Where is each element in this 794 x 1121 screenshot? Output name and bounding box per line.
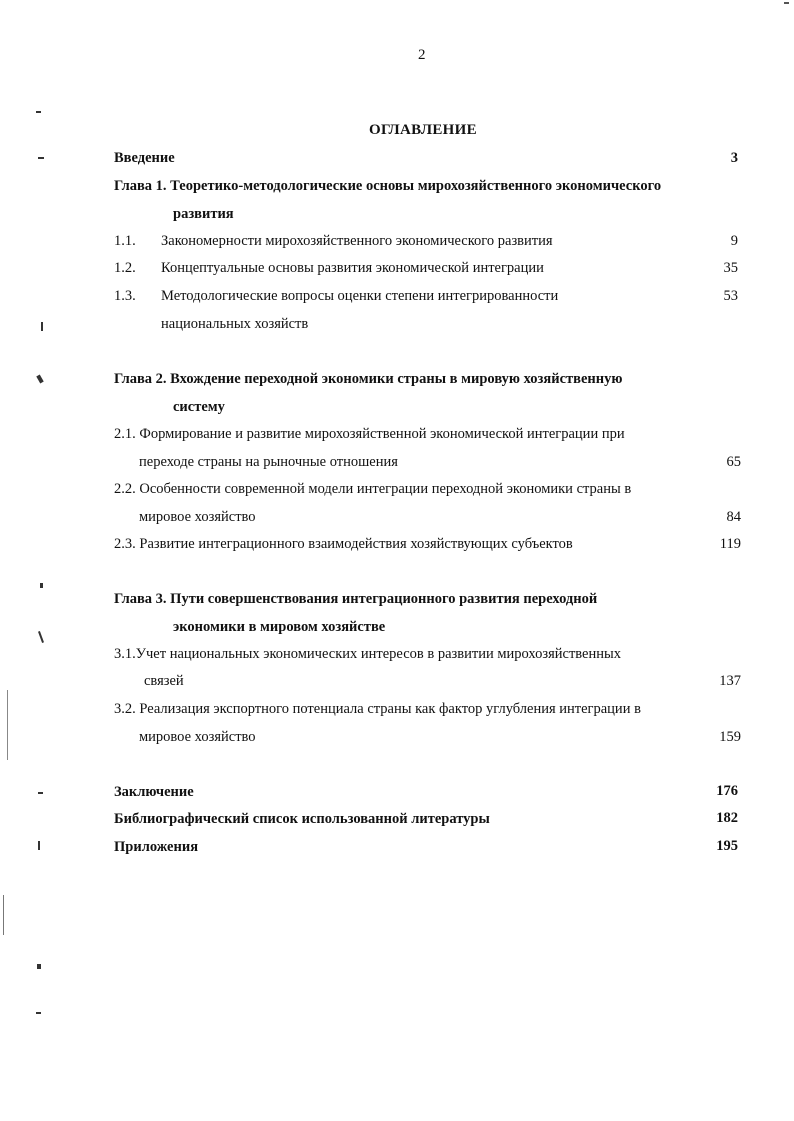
scan-mark [36, 375, 43, 384]
section-1-2-number: 1.2. [114, 260, 136, 276]
section-3-2-page: 159 [719, 729, 741, 745]
scan-mark [7, 690, 8, 760]
scan-mark [3, 895, 4, 935]
scan-mark [38, 841, 40, 850]
section-1-3-page: 53 [723, 288, 738, 304]
chapter3-title-line2: экономики в мировом хозяйстве [173, 619, 386, 635]
section-3-2-line1: 3.2. Реализация экспортного потенциала страны как фактор углубления интеграции в [114, 701, 641, 717]
chapter3-title-line1: Глава 3. Пути совершенствования интеграционного развития переходной [114, 591, 598, 607]
intro-label: Введение [114, 150, 175, 166]
section-3-1-page: 137 [719, 673, 741, 689]
section-1-1-title: Закономерности мирохозяйственного экономического развития [161, 233, 553, 249]
bibliography-label: Библиографический список использованной литературы [114, 811, 490, 827]
section-1-1-number: 1.1. [114, 233, 136, 249]
section-1-2-page: 35 [723, 260, 738, 276]
section-3-1-line1: 3.1.Учет национальных экономических интересов в развитии мирохозяйственных [114, 646, 622, 662]
section-1-1-page: 9 [730, 233, 738, 249]
section-2-1-page: 65 [726, 454, 741, 470]
toc-title: ОГЛАВЛЕНИЕ [369, 122, 477, 138]
scan-mark [36, 111, 41, 113]
scan-mark [38, 157, 44, 159]
section-1-3-title: Методологические вопросы оценки степени интегрированности [161, 288, 559, 304]
scan-mark [40, 583, 43, 588]
scan-mark [36, 1012, 41, 1014]
scan-mark [38, 792, 43, 794]
chapter2-title-line2: систему [173, 399, 225, 415]
section-1-2-title: Концептуальные основы развития экономической интеграции [161, 260, 544, 276]
scan-mark [784, 2, 789, 4]
appendix-label: Приложения [114, 839, 199, 855]
section-2-2-page: 84 [726, 509, 741, 525]
section-2-3-page: 119 [719, 536, 741, 552]
intro-page: 3 [730, 150, 738, 166]
page-number: 2 [418, 47, 426, 63]
bibliography-page: 182 [716, 810, 738, 826]
section-1-3-title-cont: национальных хозяйств [161, 316, 309, 332]
scan-mark [38, 631, 44, 643]
conclusion-page: 176 [716, 783, 738, 799]
section-2-2-line2: мировое хозяйство [139, 509, 256, 525]
section-2-2-line1: 2.2. Особенности современной модели интеграции переходной экономики страны в [114, 481, 632, 497]
section-2-1-line2: переходе страны на рыночные отношения [139, 454, 398, 470]
appendix-page: 195 [716, 838, 738, 854]
chapter1-title-line2: развития [173, 206, 234, 222]
chapter2-title-line1: Глава 2. Вхождение переходной экономики страны в мировую хозяйственную [114, 371, 623, 387]
scan-mark [41, 322, 43, 331]
section-3-1-line2: связей [144, 673, 184, 689]
section-2-3-line1: 2.3. Развитие интеграционного взаимодействия хозяйствующих субъектов [114, 536, 573, 552]
section-2-1-line1: 2.1. Формирование и развитие мирохозяйственной экономической интеграции при [114, 426, 625, 442]
chapter1-title-line1: Глава 1. Теоретико-методологические основы мирохозяйственного экономического [114, 178, 662, 194]
section-3-2-line2: мировое хозяйство [139, 729, 256, 745]
section-1-3-number: 1.3. [114, 288, 136, 304]
conclusion-label: Заключение [114, 784, 194, 800]
scan-mark [37, 964, 41, 969]
